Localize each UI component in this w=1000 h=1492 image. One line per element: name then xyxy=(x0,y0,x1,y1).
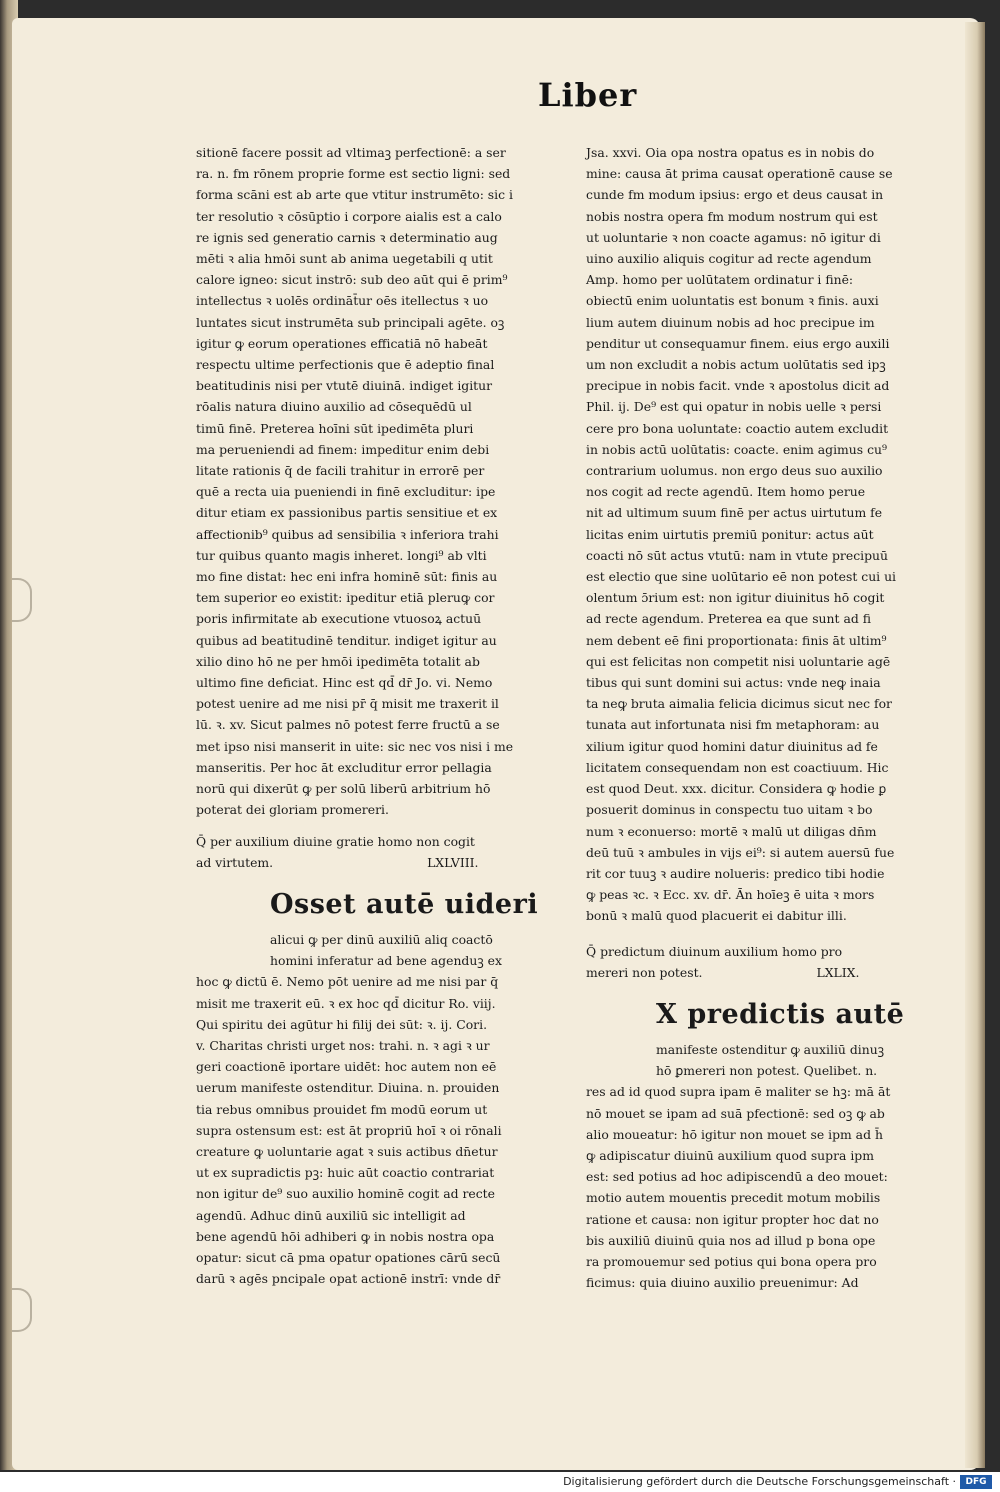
text-line: manseritis. Per hoc āt excluditur error pellagia xyxy=(196,759,492,775)
text-line: tur quibus quanto magis inheret. longi⁹ ab vlti xyxy=(196,547,487,563)
text-line: qui est felicitas non competit nisi uoluntarie agē xyxy=(586,653,891,669)
right-indented-lines xyxy=(586,1039,916,1081)
text-line: uerum manifeste ostenditur. Diuina. n. prouiden xyxy=(196,1080,500,1096)
text-line: tunata aut infortunata nisi fm metaphoram: au xyxy=(586,717,880,733)
text-line: bonū ꝛ malū quod placuerit ei dabitur illi. xyxy=(586,908,847,924)
text-line: nit ad ultimum suum finē per actus uirtutum fe xyxy=(586,505,883,521)
footer-bar xyxy=(0,1472,1000,1492)
text-line: ra. n. fm rōnem proprie forme est sectio ligni: sed xyxy=(196,166,511,182)
left-paragraph-b xyxy=(196,971,540,1289)
text-line: hō ꝑmereri non potest. Quelibet. n. xyxy=(656,1063,878,1079)
text-line: bis auxiliū diuinū quia nos ad illud p bona ope xyxy=(586,1232,876,1248)
text-line: num ꝛ econuerso: mortē ꝛ malū ut diligas dn̄m xyxy=(586,823,877,839)
funding-notice: Digitalisierung gefördert durch die Deutsche Forschungsgemeinschaft · xyxy=(563,1475,956,1488)
text-line: ratione et causa: non igitur propter hoc dat no xyxy=(586,1211,879,1227)
text-line: ditur etiam ex passionibus partis sensitiue et ex xyxy=(196,505,498,521)
text-line: ta neꝙ bruta aimalia felicia dicimus sicut nec for xyxy=(586,696,892,712)
chapter-number: LXLVIII. xyxy=(427,854,479,870)
text-line: licitas enim uirtutis premiū ponitur: actus aūt xyxy=(586,526,874,542)
initial-line: X predictis autē xyxy=(656,998,905,1030)
text-line: ter resolutio ꝛ cōsūptio i corpore aialis est a calo xyxy=(196,208,502,224)
text-line: forma scāni est ab arte que vtitur instrumēto: sic i xyxy=(196,187,513,203)
text-line: sitionē facere possit ad vltimaꝫ perfectionē: a ser xyxy=(196,145,506,160)
text-line: nos cogit ad recte agendū. Item homo perue xyxy=(586,484,866,500)
text-line: ultimo fine deficiat. Hinc est qd̄ dr̄ Jo. vi. Nemo xyxy=(196,675,493,691)
text-line: licitatem consequendam non est coactiuum. Hic xyxy=(586,759,889,775)
text-line: beatitudinis nisi per vtutē diuinā. indiget igitur xyxy=(196,378,493,394)
text-line: mēti ꝛ alia hmōi sunt ab anima uegetabili q utit xyxy=(196,251,493,267)
text-line: xilium igitur quod homini datur diuinitus ad fe xyxy=(586,738,878,754)
text-line: intellectus ꝛ uolēs ordināt̄ur oēs itellectus ꝛ uo xyxy=(196,293,489,309)
text-line: ficimus: quia diuino auxilio preuenimur: Ad xyxy=(586,1275,859,1291)
text-line: poterat dei gloriam promereri. xyxy=(196,802,389,818)
text-line: agendū. Adhuc dinū auxiliū sic intelligit ad xyxy=(196,1207,466,1223)
chapter-heading-right xyxy=(586,941,916,983)
text-line: nō mouet se ipam ad suā pfectionē: sed oꝫ ꝙ ab xyxy=(586,1105,885,1121)
chapter-heading-line: ad virtutem. xyxy=(196,854,274,870)
right-column xyxy=(586,142,916,1293)
text-line: posuerit dominus in conspectu tuo uitam ꝛ bo xyxy=(586,802,873,818)
text-line: re ignis sed generatio carnis ꝛ determinatio aug xyxy=(196,229,498,245)
text-line: ut uoluntarie ꝛ non coacte agamus: nō igitur di xyxy=(586,229,881,245)
text-line: nobis nostra opera fm modum nostrum qui est xyxy=(586,208,878,224)
text-line: manifeste ostenditur ꝙ auxiliū dinuꝫ xyxy=(656,1041,885,1057)
text-line: alio moueatur: hō igitur non mouet se ipm ad h̄ xyxy=(586,1126,883,1142)
text-line: ꝙ adipiscatur diuinū auxilium quod supra ipm xyxy=(586,1147,874,1163)
text-line: darū ꝛ agēs pncipale opat actionē instrī: vnde dr̄ xyxy=(196,1271,501,1287)
text-line: tia rebus omnibus prouidet fm modū eorum ut xyxy=(196,1101,488,1117)
text-line: xilio dino hō ne per hmōi ipedimēta totalit ab xyxy=(196,653,480,669)
left-indented-lines xyxy=(196,929,540,971)
text-line: Jsa. xxvi. Oia opa nostra opatus es in nobis do xyxy=(586,145,875,160)
text-line: opatur: sicut cā pma opatur opationes cārū secū xyxy=(196,1249,501,1265)
text-line: geri coactionē iportare uidēt: hoc autem non eē xyxy=(196,1059,497,1075)
text-line: mo fine distat: hec eni infra hominē sūt: finis au xyxy=(196,569,498,585)
text-line: est quod Deut. xxx. dicitur. Considera ꝙ hodie ꝑ xyxy=(586,781,887,797)
text-line: poris infirmitate ab executione vtuosoꝝ actuū xyxy=(196,611,482,627)
text-line: res ad id quod supra ipam ē maliter se hꝫ: mā āt xyxy=(586,1084,891,1100)
right-paragraph-a xyxy=(586,142,916,927)
chapter-heading-line: Q̄ per auxilium diuine gratie homo non cogit xyxy=(196,833,475,849)
text-line: met ipso nisi manserit in uite: sic nec vos nisi i me xyxy=(196,738,514,754)
text-line: tibus qui sunt domini sui actus: vnde neꝙ inaia xyxy=(586,675,881,691)
text-line: contrarium uolumus. non ergo deus suo auxilio xyxy=(586,463,883,479)
text-line: Phil. ij. De⁹ est qui opatur in nobis uelle ꝛ persi xyxy=(586,399,882,415)
chapter-heading-line: mereri non potest. xyxy=(586,964,703,980)
text-line: luntates sicut instrumēta sub principali agēte. oꝫ xyxy=(196,314,505,330)
text-line: norū qui dixerūt ꝙ per solū liberū arbitrium hō xyxy=(196,781,491,797)
text-line: uino auxilio aliquis cogitur ad recte agendum xyxy=(586,251,872,267)
text-line: motio autem mouentis precedit motum mobilis xyxy=(586,1190,881,1206)
text-line: rit cor tuuꝫ ꝛ audire nolueris: predico tibi hodie xyxy=(586,865,885,881)
text-line: precipue in nobis facit. vnde ꝛ apostolus dicit ad xyxy=(586,378,890,394)
left-paragraph-a xyxy=(196,142,540,821)
chapter-heading-line: Q̄ predictum diuinum auxilium homo pro xyxy=(586,943,843,959)
text-line: ad recte agendum. Preterea ea que sunt ad fi xyxy=(586,611,871,627)
text-line: igitur ꝙ eorum operationes efficatiā nō habeāt xyxy=(196,335,488,351)
chapter-heading-left xyxy=(196,831,540,873)
text-line: obiectū enim uoluntatis est bonum ꝛ finis. auxi xyxy=(586,293,879,309)
text-line: supra ostensum est: est āt propriū hoī ꝛ oi rōnali xyxy=(196,1122,502,1138)
text-line: rōalis natura diuino auxilio ad cōsequēdū ul xyxy=(196,399,472,415)
page-fore-edge xyxy=(965,22,985,1468)
text-line: misit me traxerit eū. ꝛ ex hoc qd̄ dicitur Ro. viij. xyxy=(196,995,496,1011)
text-line: olentum ɔ̄rium est: non igitur diuinitus hō cogit xyxy=(586,590,885,606)
text-line: cunde fm modum ipsius: ergo et deus causat in xyxy=(586,187,884,203)
text-line: litate rationis q̄ de facili trahitur in errorē per xyxy=(196,463,485,479)
text-line: bene agendū hōi adhiberi ꝙ in nobis nostra opa xyxy=(196,1228,495,1244)
text-line: quē a recta uia pueniendi in finē excluditur: ipe xyxy=(196,484,496,500)
text-line: deū tuū ꝛ ambules in vijs ei⁹: si autem auersū fue xyxy=(586,844,895,860)
left-column xyxy=(196,142,540,1289)
text-line: alicui ꝙ per dinū auxiliū aliq coactō xyxy=(270,931,493,947)
text-line: ma perueniendi ad finem: impeditur enim debi xyxy=(196,441,490,457)
right-paragraph-b xyxy=(586,1081,916,1293)
text-line: Amp. homo per uolūtatem ordinatur i finē: xyxy=(586,272,854,288)
text-line: non igitur de⁹ suo auxilio hominē cogit ad recte xyxy=(196,1186,495,1202)
text-line: ut ex supradictis pꝫ: huic aūt coactio contrariat xyxy=(196,1165,495,1181)
text-line: creature ꝙ uoluntarie agat ꝛ suis actibus dn̄etur xyxy=(196,1143,498,1159)
text-line: est: sed potius ad hoc adipiscendū a deo mouet: xyxy=(586,1169,888,1185)
text-line: quibus ad beatitudinē tenditur. indiget igitur au xyxy=(196,632,497,648)
text-line: coacti nō sūt actus vtutū: nam in vtute precipuū xyxy=(586,547,888,563)
text-line: nem debent eē fini proportionata: finis āt ultim⁹ xyxy=(586,632,887,648)
running-head: Liber xyxy=(538,76,638,114)
text-line: ꝙ peas ꝛc. ꝛ Ecc. xv. dr̄. Ān hoīeꝫ ē uita ꝛ mors xyxy=(586,887,875,903)
text-line: in nobis actū uolūtatis: coacte. enim agimus cu⁹ xyxy=(586,441,887,457)
text-line: ra promouemur sed potius qui bona opera pro xyxy=(586,1253,877,1269)
text-line: penditur ut consequamur finem. eius ergo auxili xyxy=(586,335,890,351)
text-line: um non excludit a nobis actum uolūtatis sed ipꝫ xyxy=(586,357,886,373)
text-line: calore igneo: sicut instrō: sub deo aūt qui ē prim⁹ xyxy=(196,272,508,288)
initial-line: Osset autē uideri xyxy=(270,888,539,920)
text-line: v. Charitas christi urget nos: trahi. n. ꝛ agi ꝛ ur xyxy=(196,1037,490,1053)
text-line: est electio que sine uolūtario eē non potest cui ui xyxy=(586,569,897,585)
text-line: affectionib⁹ quibus ad sensibilia ꝛ inferiora trahi xyxy=(196,526,499,542)
text-line: hoc ꝙ dictū ē. Nemo pōt uenire ad me nisi par q̄ xyxy=(196,974,499,990)
page-clip-lower xyxy=(12,1288,32,1332)
text-line: tem superior eo existit: ipeditur etiā pleruꝙ cor xyxy=(196,590,495,606)
text-line: homini inferatur ad bene agenduꝫ ex xyxy=(270,953,502,969)
text-line: lū. ꝛ. xv. Sicut palmes nō potest ferre fructū a se xyxy=(196,717,500,733)
text-line: mine: causa āt prima causat operationē cause se xyxy=(586,166,893,182)
text-line: respectu ultime perfectionis que ē adeptio final xyxy=(196,357,495,373)
page-clip-upper xyxy=(12,578,32,622)
chapter-number: LXLIX. xyxy=(816,964,860,980)
text-line: lium autem diuinum nobis ad hoc precipue im xyxy=(586,314,875,330)
text-line: timū finē. Preterea hoīni sūt ipedimēta pluri xyxy=(196,420,474,436)
dfg-logo: DFG xyxy=(960,1475,992,1489)
text-line: potest uenire ad me nisi pr̄ q̄ misit me traxerit il xyxy=(196,696,499,712)
text-line: cere pro bona uoluntate: coactio autem excludit xyxy=(586,420,889,436)
text-line: Qui spiritu dei agūtur hi filij dei sūt: ꝛ. ij. Cori. xyxy=(196,1016,488,1032)
